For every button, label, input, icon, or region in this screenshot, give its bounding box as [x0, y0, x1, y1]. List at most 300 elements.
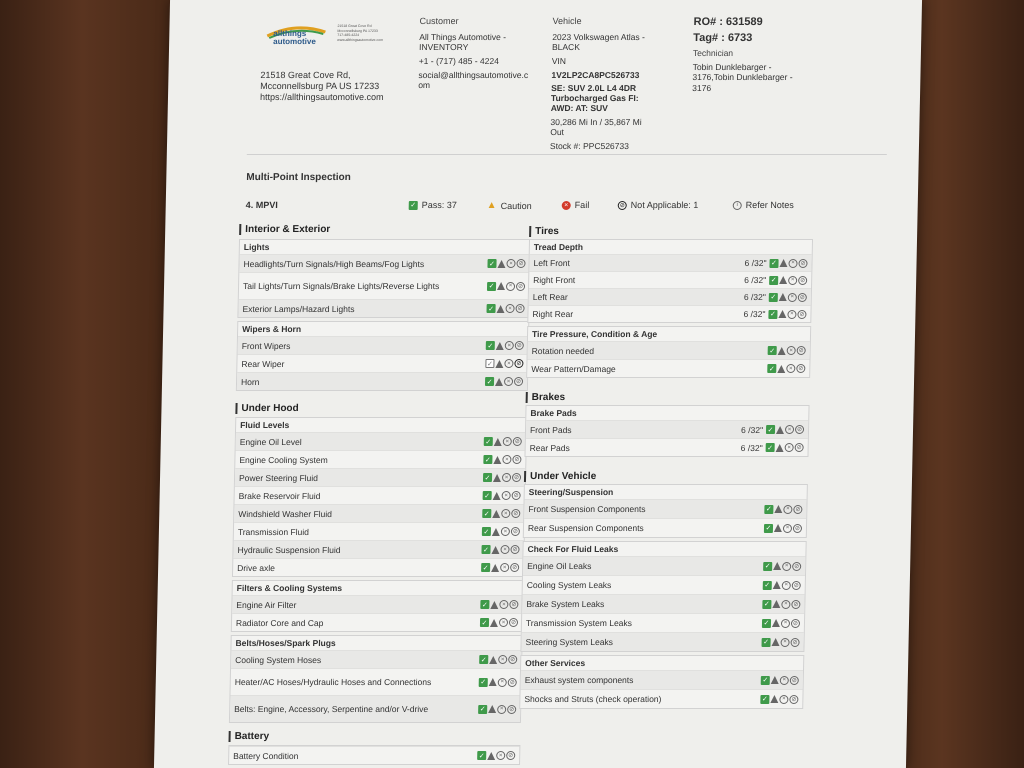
left-column	[228, 224, 531, 765]
section-title: Under Hood	[235, 403, 527, 414]
not-applicable-icon: ⊘	[798, 259, 807, 268]
check-icon: ✓	[488, 305, 495, 313]
item-label: Front Suspension Components	[528, 504, 646, 514]
inspection-row	[529, 288, 811, 305]
legend	[246, 200, 806, 216]
warning-icon	[492, 510, 500, 518]
warning-icon	[778, 347, 786, 355]
item-label: Engine Oil Level	[239, 436, 302, 447]
legend-refer	[733, 200, 794, 210]
check-icon: ✓	[763, 620, 770, 627]
item-label: Left Front	[533, 258, 571, 268]
fail-icon: ×	[788, 293, 797, 302]
group-title: Belts/Hoses/Spark Plugs	[235, 638, 336, 648]
status-icons	[486, 304, 524, 313]
vehicle-color: BLACK	[551, 42, 581, 52]
divider	[247, 154, 887, 155]
fail-icon: ×	[505, 304, 514, 313]
fail-icon: ×	[504, 377, 513, 386]
warning-icon	[495, 378, 503, 386]
inspection-row	[234, 504, 524, 522]
not-applicable-icon: ⊘	[793, 505, 802, 514]
inspection-row	[229, 746, 519, 764]
check-icon: ✓	[771, 260, 778, 267]
item-label: Steering System Leaks	[525, 637, 614, 647]
fail-icon: ×	[502, 473, 511, 482]
not-applicable-icon: ⊘	[793, 524, 802, 533]
item-label: Power Steering Fluid	[238, 472, 319, 483]
not-applicable-icon: ⊘	[798, 276, 807, 285]
inspection-row	[239, 272, 530, 299]
measurement: 6 /32"	[741, 424, 764, 435]
logo-text-line2: automotive	[273, 37, 316, 46]
not-applicable-icon: ⊘	[791, 600, 800, 609]
item-label: Transmission Fluid	[237, 526, 310, 537]
technician-id: 3176	[692, 82, 712, 93]
status-icons	[483, 455, 521, 464]
status-icons	[763, 562, 801, 571]
fail-icon: ×	[499, 618, 508, 627]
not-applicable-icon: ⊘	[792, 562, 801, 571]
not-applicable-icon: ⊘	[795, 443, 804, 452]
warning-icon	[773, 562, 781, 570]
fail-icon: ×	[781, 638, 790, 647]
inspection-row	[524, 499, 806, 518]
status-icons	[766, 425, 804, 434]
warning-icon	[779, 259, 787, 267]
item-label: Brake Reservoir Fluid	[238, 490, 321, 501]
logo-text-line1: allthings	[273, 29, 307, 38]
fail-icon: ×	[782, 562, 791, 571]
not-applicable-icon: ⊘	[516, 259, 525, 268]
warning-icon	[777, 365, 785, 373]
item-label: Transmission System Leaks	[525, 618, 633, 628]
inspection-sheet	[154, 0, 922, 768]
fail-icon: ×	[787, 310, 796, 319]
item-label: Wear Pattern/Damage	[531, 363, 616, 374]
check-icon: ✓	[768, 365, 775, 373]
vehicle-model: 2023 Volkswagen Atlas -	[552, 32, 645, 42]
fail-icon: ×	[783, 524, 792, 533]
status-icons	[764, 505, 802, 514]
warning-icon	[776, 444, 784, 452]
check-icon: ✓	[488, 283, 495, 290]
group-title: Check For Fluid Leaks	[527, 544, 619, 554]
warning-icon	[774, 505, 782, 513]
legend-caution-label: Caution	[500, 200, 532, 211]
not-applicable-icon: ⊘	[791, 638, 800, 647]
status-icons	[762, 638, 800, 647]
not-applicable-icon: ⊘	[512, 491, 521, 500]
inspection-row	[522, 613, 804, 632]
item-label: Right Rear	[532, 309, 574, 319]
warning-icon	[495, 360, 503, 368]
not-applicable-icon: ⊘	[798, 293, 807, 302]
item-label: Left Rear	[532, 292, 568, 302]
warning-icon	[491, 564, 499, 572]
customer-block	[418, 16, 550, 90]
not-applicable-icon: ⊘	[515, 341, 524, 350]
group-title: Wipers & Horn	[242, 324, 302, 334]
status-icons	[769, 293, 807, 302]
not-applicable-icon: ⊘	[515, 304, 524, 313]
fail-icon: ×	[786, 364, 795, 373]
not-applicable-icon: ⊘	[790, 676, 799, 685]
vehicle-trim-2: Turbocharged Gas FI:	[550, 93, 639, 103]
item-label: Engine Air Filter	[236, 599, 297, 610]
inspection-row	[522, 594, 804, 613]
status-icons	[481, 545, 519, 554]
group-title: Tread Depth	[533, 242, 584, 252]
item-label: Hydraulic Suspension Fluid	[237, 544, 341, 555]
fail-icon: ×	[785, 425, 794, 434]
warning-icon	[488, 705, 496, 713]
inspection-row	[230, 668, 521, 695]
item-label: Heater/AC Hoses/Hydraulic Hoses and Connections	[234, 677, 432, 687]
fail-icon: ×	[785, 443, 794, 452]
measurement: 6 /32"	[744, 275, 767, 285]
not-applicable-icon: ⊘	[514, 377, 523, 386]
group-title: Other Services	[525, 658, 586, 668]
status-icons	[478, 705, 516, 714]
warning-icon	[770, 695, 778, 703]
check-icon: ✓	[481, 619, 488, 627]
technician-name-2: 3176,Tobin Dunklebarger -	[692, 72, 793, 82]
not-applicable-icon: ⊘	[508, 655, 517, 664]
ro-block	[693, 14, 763, 46]
check-icon: ✓	[767, 426, 774, 434]
inspection-row	[525, 438, 807, 456]
website-link: https://allthingsautomotive.com	[259, 92, 384, 102]
customer-email-2: om	[418, 80, 431, 90]
warning-icon	[494, 438, 502, 446]
inspection-row	[529, 271, 811, 288]
check-icon: ✓	[484, 456, 491, 464]
status-icons	[483, 491, 521, 500]
warning-icon	[773, 581, 781, 589]
status-icons	[483, 473, 521, 482]
not-applicable-icon: ⊘	[514, 359, 523, 368]
warning-icon	[490, 601, 498, 609]
legend-refer-label: Refer Notes	[745, 200, 794, 210]
item-label: Rear Suspension Components	[527, 523, 644, 533]
inspection-row	[523, 575, 805, 594]
logo-small-address	[337, 24, 383, 42]
not-applicable-icon: ⊘	[510, 545, 519, 554]
not-applicable-icon: ⊘	[513, 437, 522, 446]
inspection-row	[239, 254, 529, 272]
legend-pass	[409, 200, 457, 210]
vehicle-label: Vehicle	[552, 16, 582, 26]
item-label: Windshield Washer Fluid	[238, 508, 333, 519]
warning-icon	[779, 293, 787, 301]
not-applicable-icon: ⊘	[516, 282, 525, 291]
legend-fail-label: Fail	[574, 200, 590, 210]
check-icon: ✓	[765, 525, 772, 532]
item-label: Exhaust system components	[524, 675, 634, 685]
group-title: Tire Pressure, Condition & Age	[531, 329, 658, 339]
status-icons	[482, 527, 520, 536]
vehicle-trim: SE: SUV 2.0L L4 4DR	[551, 83, 637, 93]
warning-icon	[493, 456, 501, 464]
measurement: 6 /32"	[744, 258, 767, 268]
right-column	[519, 226, 813, 709]
fail-icon: ×	[788, 276, 797, 285]
fail-icon: ×	[781, 600, 790, 609]
not-applicable-icon: ⊘	[792, 581, 801, 590]
status-icons	[481, 563, 519, 572]
measurement: 6 /32"	[743, 309, 766, 319]
status-icons	[763, 581, 801, 590]
status-icons	[768, 310, 806, 319]
inspection-row	[233, 558, 523, 576]
inspection-row	[527, 359, 809, 377]
fail-icon: ×	[500, 545, 509, 554]
fail-icon: ×	[504, 359, 513, 368]
check-icon: ✓	[486, 378, 493, 386]
warning-icon	[778, 310, 786, 318]
fail-icon: ×	[498, 655, 507, 664]
not-applicable-icon: ⊘	[797, 310, 806, 319]
small-addr-3: 717-485-4224	[337, 33, 360, 37]
status-icons	[486, 341, 524, 350]
warning-icon	[776, 426, 784, 434]
inspection-row	[235, 468, 525, 486]
warning-icon	[772, 619, 780, 627]
not-applicable-icon: ⊘	[510, 563, 519, 572]
not-applicable-icon: ⊘	[795, 425, 804, 434]
fluids-group	[232, 417, 527, 577]
battery-group	[228, 745, 520, 765]
item-label: Rotation needed	[531, 345, 595, 356]
tread-group	[527, 239, 813, 323]
warning-icon	[496, 342, 504, 350]
warning-icon	[493, 492, 501, 500]
mileage-2: Out	[550, 127, 565, 137]
fail-icon: ×	[506, 282, 515, 291]
inspection-row	[523, 556, 805, 575]
inspection-row	[232, 595, 522, 613]
check-icon: ✓	[479, 706, 486, 713]
company-logo	[265, 22, 416, 50]
fail-icon: ×	[501, 527, 510, 536]
fail-icon: ×	[788, 259, 797, 268]
check-icon: ✓	[761, 696, 768, 703]
filters-group	[231, 580, 524, 632]
fail-icon: ×	[502, 491, 511, 500]
vehicle-trim-3: AWD: AT: SUV	[550, 103, 609, 113]
status-icons	[484, 437, 522, 446]
inspection-row	[238, 299, 528, 317]
measurement: 6 /32"	[743, 292, 766, 302]
item-label: Front Pads	[529, 424, 572, 435]
check-icon: ✓	[765, 506, 772, 513]
legend-na-label: Not Applicable: 1	[630, 200, 699, 210]
section-title: Tires	[529, 226, 813, 237]
status-icons	[767, 364, 805, 373]
status-icons	[485, 377, 523, 386]
item-label: Tail Lights/Turn Signals/Brake Lights/Reverse Lights	[242, 281, 440, 291]
stock-number: Stock #: PPC526733	[549, 141, 630, 151]
fail-icon: ×	[503, 437, 512, 446]
fail-icon: ×	[501, 509, 510, 518]
section-title: Under Vehicle	[524, 471, 808, 482]
not-applicable-icon: ⊘	[508, 678, 517, 687]
legend-na	[618, 200, 699, 210]
check-icon: ✓	[764, 563, 771, 570]
item-label: Rear Wiper	[241, 358, 285, 369]
section-title: Interior & Exterior	[239, 224, 531, 235]
status-icons	[477, 751, 515, 760]
warning-icon: ▲	[486, 200, 497, 211]
check-icon: ✓	[762, 677, 769, 684]
fail-icon: ×	[499, 600, 508, 609]
warning-icon	[774, 524, 782, 532]
fail-icon: ×	[498, 678, 507, 687]
check-icon: ✓	[483, 546, 490, 554]
vehicle-block	[550, 16, 683, 151]
check-icon: ✓	[764, 582, 771, 589]
item-label: Brake System Leaks	[526, 599, 605, 609]
warning-icon	[497, 260, 505, 268]
small-addr-1: 21518 Great Cove Rd	[337, 24, 372, 28]
inspection-row	[521, 670, 803, 689]
technician-name: Tobin Dunklebarger -	[692, 61, 772, 72]
not-applicable-icon: ⊘	[791, 619, 800, 628]
check-icon: ✓	[483, 528, 490, 536]
check-icon: ✓	[410, 202, 417, 209]
fail-icon: ×	[505, 341, 514, 350]
vin-value: 1V2LP2CA8PC526733	[551, 70, 640, 80]
inspection-row	[528, 341, 810, 359]
vin-label: VIN	[551, 56, 567, 66]
address-line: 21518 Great Cove Rd,	[260, 70, 351, 80]
check-icon: ✓	[763, 601, 770, 608]
check-icon: ✓	[484, 492, 491, 500]
leaks-group	[520, 541, 806, 652]
customer-label: Customer	[419, 16, 459, 26]
status-icons	[479, 655, 517, 664]
inspection-row	[521, 632, 803, 651]
not-applicable-icon: ⊘	[506, 751, 515, 760]
item-label: Engine Oil Leaks	[527, 561, 592, 571]
check-icon: ✓	[486, 360, 493, 368]
status-icons	[769, 276, 807, 285]
not-applicable-icon: ⊘	[511, 527, 520, 536]
item-label: Radiator Core and Cap	[235, 617, 324, 628]
check-icon: ✓	[483, 510, 490, 518]
technician-block	[692, 48, 793, 93]
mpi-title: Multi-Point Inspection	[246, 172, 351, 183]
inspection-row	[520, 689, 802, 708]
status-icons	[479, 678, 517, 687]
item-label: Front Wipers	[241, 340, 291, 351]
small-addr-4: www.allthingsautomotive.com	[337, 37, 384, 42]
fail-icon: ×	[506, 259, 515, 268]
warning-icon	[492, 528, 500, 536]
ro-number: RO# : 631589	[693, 16, 763, 28]
not-applicable-icon: ⊘	[789, 695, 798, 704]
inspection-row	[234, 522, 524, 540]
fail-icon: ×	[781, 619, 790, 628]
check-icon: ✓	[485, 438, 492, 446]
status-icons	[761, 676, 799, 685]
status-icons	[487, 282, 525, 291]
warning-icon	[779, 276, 787, 284]
lights-group	[237, 239, 531, 318]
inspection-row	[236, 432, 526, 450]
status-icons	[766, 443, 804, 452]
group-title: Fluid Levels	[240, 420, 290, 430]
legend-pass-label: Pass: 37	[421, 200, 457, 210]
inspection-row	[235, 450, 525, 468]
status-icons	[487, 259, 525, 268]
check-icon: ✓	[770, 294, 777, 301]
warning-icon	[489, 678, 497, 686]
item-label: Cooling System Hoses	[235, 654, 322, 665]
check-icon: ✓	[478, 752, 485, 760]
item-label: Belts: Engine, Accessory, Serpentine and/or V-drive	[234, 704, 429, 714]
item-label: Battery Condition	[233, 750, 299, 761]
belts-group	[229, 635, 523, 723]
info-icon: i	[733, 201, 742, 210]
check-icon: ✓	[480, 656, 487, 664]
measurement: 6 /32"	[740, 442, 763, 453]
item-label: Headlights/Turn Signals/High Beams/Fog Lights	[243, 258, 425, 269]
brake-pads-group	[524, 405, 809, 457]
customer-name-2: INVENTORY	[418, 42, 469, 52]
fail-icon: ×	[502, 455, 511, 464]
warning-icon	[771, 676, 779, 684]
check-icon: ✓	[481, 601, 488, 609]
status-icons	[485, 359, 523, 368]
mpi-subtitle: 4. MPVI	[245, 200, 278, 210]
check-icon: ✓	[482, 564, 489, 572]
check-icon: ✓	[763, 639, 770, 646]
item-label: Drive axle	[237, 562, 276, 573]
item-label: Engine Cooling System	[239, 454, 328, 465]
fail-icon: ×	[782, 581, 791, 590]
status-icons	[760, 695, 798, 704]
inspection-row	[230, 695, 521, 722]
not-applicable-icon: ⊘	[797, 346, 806, 355]
status-icons	[762, 600, 800, 609]
status-icons	[764, 524, 802, 533]
check-icon: ✓	[487, 342, 494, 350]
inspection-row-na	[237, 354, 527, 372]
inspection-row	[234, 486, 524, 504]
group-title: Filters & Cooling Systems	[236, 583, 343, 593]
other-services-group	[519, 655, 804, 709]
not-applicable-icon: ⊘	[512, 473, 521, 482]
status-icons	[480, 600, 518, 609]
warning-icon	[496, 305, 504, 313]
group-title: Lights	[243, 242, 270, 252]
check-icon: ✓	[769, 347, 776, 355]
status-icons	[769, 259, 807, 268]
group-title: Steering/Suspension	[528, 487, 614, 497]
status-icons	[768, 346, 806, 355]
not-applicable-icon: ⊘	[509, 618, 518, 627]
check-icon: ✓	[480, 679, 487, 686]
shop-address	[260, 70, 384, 103]
warning-icon	[772, 600, 780, 608]
item-label: Cooling System Leaks	[526, 580, 612, 590]
technician-label: Technician	[692, 48, 734, 58]
tag-number: Tag# : 6733	[693, 32, 753, 44]
check-icon: ✓	[769, 311, 776, 318]
check-icon: ✓	[484, 474, 491, 482]
